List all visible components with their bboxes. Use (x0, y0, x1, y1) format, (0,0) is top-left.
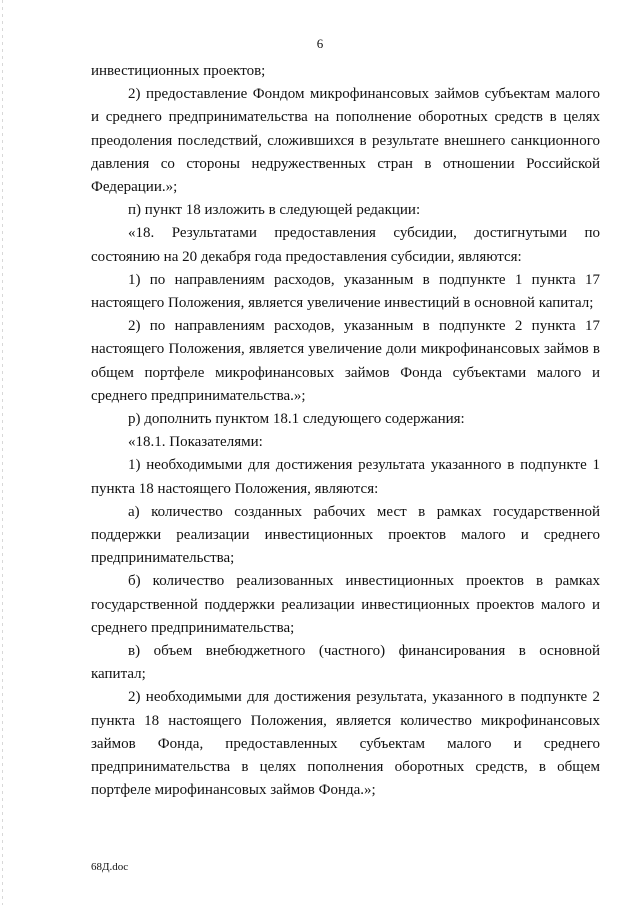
paragraph-indicator-v: в) объем внебюджетного (частного) финансирования в основной капитал; (91, 643, 600, 683)
paragraph-clause-18: «18. Результатами предоставления субсидии, достигнутыми по состоянию на 20 декабря года предоставления субсидии, являются: (91, 225, 600, 265)
paragraph-amendment-p: п) пункт 18 изложить в следующей редакции: (128, 202, 421, 219)
paragraph-indicator-b: б) количество реализованных инвестиционных проектов в рамках государственной поддержки реализации инвестиционных проектов малого и среднего предпринимательства; (91, 573, 600, 636)
paragraph-indicators-item-1: 1) необходимыми для достижения результата указанного в подпункте 1 пункта 18 настоящего Положения, являются: (91, 457, 600, 497)
paragraph-clause-18-1: «18.1. Показателями: (128, 434, 263, 451)
paragraph-continuation: инвестиционных проектов; (91, 63, 266, 79)
paragraph-clause-18-item-1: 1) по направлениям расходов, указанным в подпункте 1 пункта 17 настоящего Положения, является увеличение инвестиций в основной капитал; (91, 271, 600, 312)
page-number: 6 (316, 36, 324, 51)
footer-filename: 68Д.doc (91, 861, 129, 873)
paragraph-amendment-r: р) дополнить пунктом 18.1 следующего содержания: (128, 411, 465, 428)
paragraph-clause-18-item-2: 2) по направлениям расходов, указанным в подпункте 2 пункта 17 настоящего Положения, является увеличение доли микрофинансовых займов в общем портфеле микрофинансовых займов Фонда субъектами малого и среднего предпринимательства.»; (91, 318, 600, 404)
paragraph-item-2-funding: 2) предоставление Фондом микрофинансовых займов субъектам малого и среднего предпринимательства на пополнение оборотных средств в целях преодоления последствий, сложившихся в результате внешнего санкционного давления со стороны недружественных стран в отношении Российской Федерации.»; (91, 86, 600, 196)
paragraph-indicators-item-2: 2) необходимыми для достижения результата, указанного в подпункте 2 пункта 18 настоящего Положения, является количество микрофинансовых займов Фонда, предоставленных субъектам малого и среднего предпринимательства в целях пополнения оборотных средств, в общем портфеле мирофинансовых займов Фонда.»; (91, 689, 600, 799)
scan-edge (2, 0, 3, 905)
paragraph-indicator-a: а) количество созданных рабочих мест в рамках государственной поддержки реализации инвестиционных проектов малого и среднего предпринимательства; (91, 503, 600, 567)
document-body (91, 60, 600, 803)
